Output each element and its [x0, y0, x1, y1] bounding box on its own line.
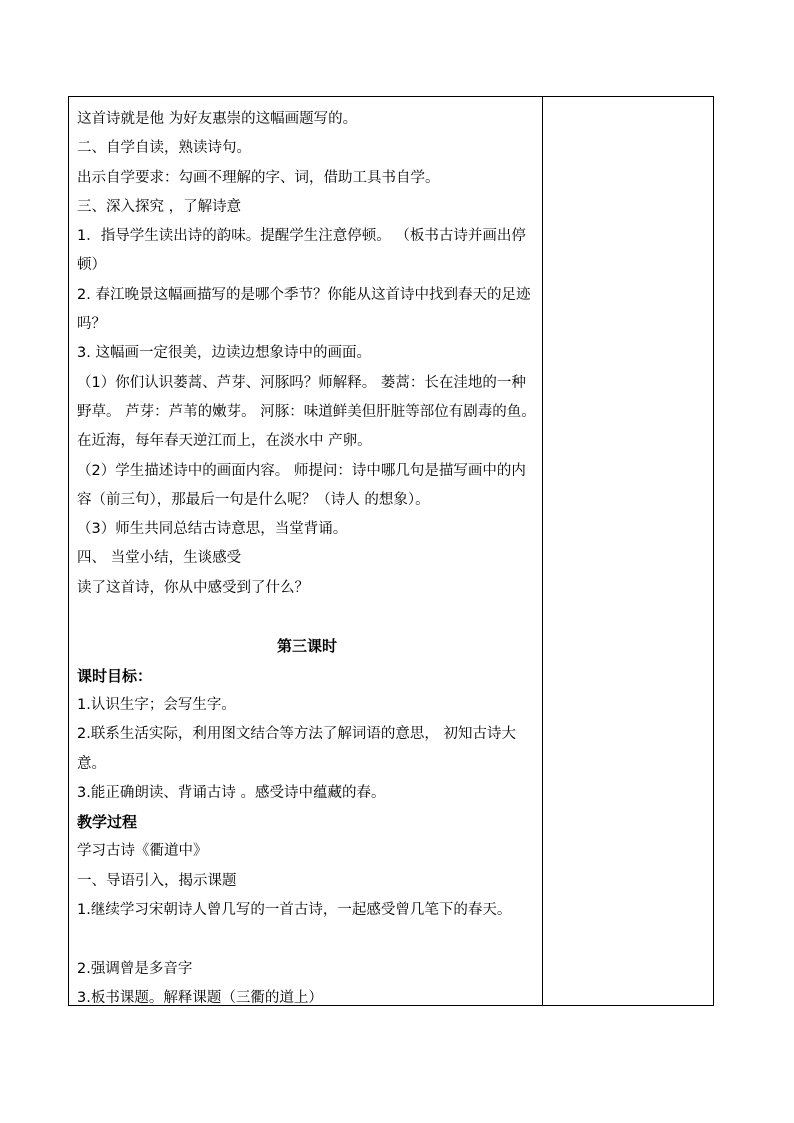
lesson-content-cell — [77, 105, 537, 1013]
text-line: 2.强调曾是多音字 — [77, 960, 193, 977]
lesson-period-title: 第三课时 — [276, 637, 337, 656]
lesson-table — [68, 96, 714, 1006]
objective-item: 3.能正确朗读、背诵古诗 。感受诗中蕴藏的春。 — [77, 784, 386, 801]
text-line: 3.板书课题。解释课题（三衢的道上） — [77, 989, 323, 1006]
text-paragraph: （2）学生描述诗中的画面内容。 师提问：诗中哪几句是描写画中的内容（前三句），那最后一句是什么呢？（诗人 的想象）。 — [77, 462, 526, 508]
text-paragraph: 1．指导学生读出诗的韵味。提醒学生注意停顿。 （板书古诗并画出停顿） — [77, 228, 526, 274]
text-paragraph: （1）你们认识蒌蒿、芦芽、河豚吗？师解释。 蒌蒿：长在洼地的一种野草。 芦芽：芦苇的嫩芽。 河豚：味道鲜美但肝脏等部位有剧毒的鱼。在近海，每年春天逆江而上，在淡水中 产卵。 — [77, 374, 536, 450]
text-line: 这首诗就是他 为好友惠崇的这幅画题写的。 — [77, 111, 358, 127]
text-line: 读了这首诗，你从中感受到了什么？ — [77, 579, 309, 596]
text-line: 3. 这幅画一定很美，边读边想象诗中的画面。 — [77, 345, 371, 362]
text-line: 学习古诗《衢道中》 — [77, 843, 208, 860]
objective-item: 2.联系生活实际，利用图文结合等方法了解词语的意思， 初知古诗大意。 — [77, 726, 516, 772]
text-paragraph: 2. 春江晚景这幅画描写的是哪个季节？你能从这首诗中找到春天的足迹吗？ — [77, 286, 531, 333]
section-heading: 一、导语引入，揭示课题 — [77, 872, 237, 889]
process-heading: 教学过程 — [77, 813, 138, 832]
text-line: （3）师生共同总结古诗意思，当堂背诵。 — [77, 521, 348, 538]
objectives-heading: 课时目标： — [77, 666, 153, 685]
text-line: 1.继续学习宋朝诗人曾几写的一首古诗，一起感受曾几笔下的春天。 — [77, 902, 512, 919]
spacer — [77, 925, 537, 954]
section-heading: 二、自学自读，熟读诗句。 — [77, 140, 251, 157]
notes-cell — [543, 97, 713, 1005]
objective-item: 1.认识生字；会写生字。 — [77, 696, 236, 713]
text-line: 出示自学要求：勾画不理解的字、词，借助工具书自学。 — [77, 169, 440, 186]
spacer — [77, 603, 537, 632]
section-heading: 四、 当堂小结，生谈感受 — [77, 550, 242, 567]
section-heading: 三、深入探究 ，了解诗意 — [77, 198, 242, 215]
